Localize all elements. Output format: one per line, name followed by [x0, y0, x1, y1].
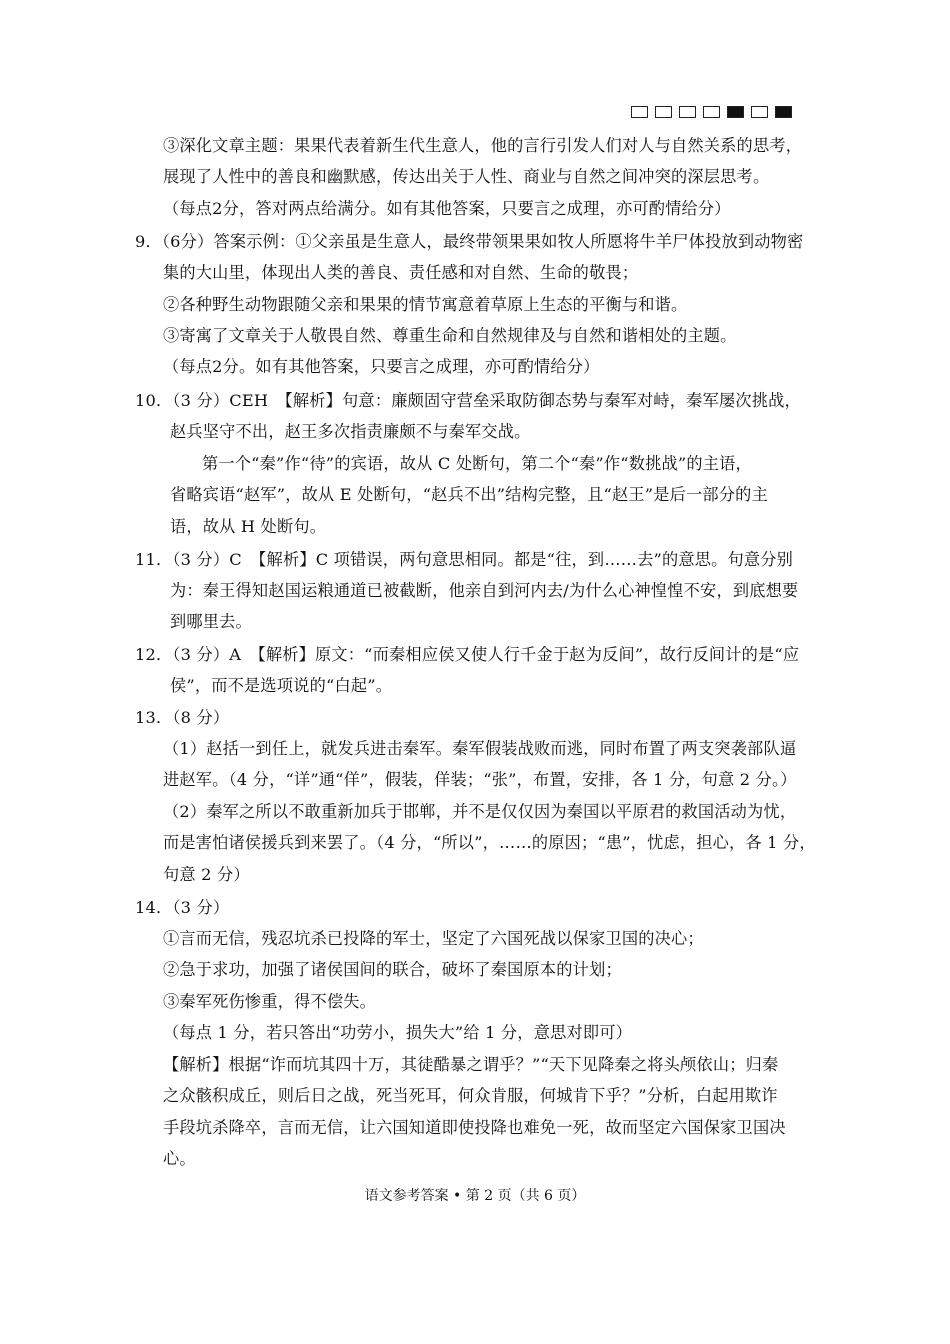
q12-line2: 侯”，而不是选项说的“白起”。: [170, 676, 393, 695]
q9-point3: ③寄寓了文章关于人敬畏自然、尊重生命和自然规律及与自然和谐相处的主题。: [163, 326, 737, 345]
q9-point1-cont: 集的大山里，体现出人类的善良、责任感和对自然、生命的敬畏；: [163, 263, 639, 282]
q8-scoring-note: （每点2分，答对两点给满分。如有其他答案，只要言之成理，亦可酌情给分）: [163, 199, 731, 218]
q13-part2-line1: （2）秦军之所以不敢重新加兵于邯郸，并不是仅仅因为秦国以平原君的救国活动为忧，: [163, 802, 797, 821]
q10-line3: 第一个“秦”作“待”的宾语，故从 C 处断句，第二个“秦”作“数挑战”的主语，: [202, 454, 752, 473]
q14-analysis-line3: 手段坑杀降卒，言而无信，让六国知道即使投降也难免一死，故而坚定六国保家卫国决: [163, 1118, 786, 1137]
header-mark-box: [679, 106, 696, 118]
q10-header: 10．（3 分）CEH 【解析】句意：廉颇固守营垒采取防御态势与秦军对峙，秦军屡次挑战，: [135, 391, 801, 410]
q14-analysis-line4: 心。: [163, 1149, 196, 1168]
q8-point3-line2: 展现了人性中的善良和幽默感，传达出关于人性、商业与自然之间冲突的深层思考。: [163, 167, 770, 186]
q13-header: 13．（8 分）: [135, 708, 230, 727]
q10-line5: 语，故从 H 处断句。: [170, 517, 327, 536]
q13-part2-line3: 句意 2 分）: [163, 865, 250, 884]
header-mark-box: [775, 106, 792, 118]
q14-header: 14．（3 分）: [135, 898, 230, 917]
header-mark-box: [751, 106, 768, 118]
q14-analysis-line2: 之众骸积成丘，则后日之战，死当死耳，何众肯服，何城肯下乎？”分析，白起用欺诈: [163, 1086, 778, 1105]
q10-line2: 赵兵坚守不出，赵王多次指责廉颇不与秦军交战。: [170, 422, 531, 441]
q11-header: 11．（3 分）C 【解析】C 项错误，两句意思相同。都是“往，到……去”的意思。句意分别: [135, 550, 794, 569]
header-marks: [631, 106, 792, 118]
q13-part2-line2: 而是害怕诸侯援兵到来罢了。（4 分，“所以”，……的原因；“患”，忧虑，担心，各 1 分，: [163, 833, 816, 852]
q13-part1-line2: 进赵军。（4 分，“详”通“佯”，假装，佯装；“张”，布置，安排，各 1 分，句意 2 分。）: [163, 770, 797, 789]
header-mark-box: [727, 106, 744, 118]
q13-part1-line1: （1）赵括一到任上，就发兵进击秦军。秦军假装战败而逃，同时布置了两支突袭部队逼: [163, 739, 797, 758]
q8-point3-line1: ③深化文章主题：果果代表着新生代生意人，他的言行引发人们对人与自然关系的思考，: [163, 136, 803, 155]
q9-point2: ②各种野生动物跟随父亲和果果的情节寓意着草原上生态的平衡与和谐。: [163, 295, 688, 314]
q14-scoring-note: （每点 1 分，若只答出“功劳小，损失大”给 1 分，意思对即可）: [163, 1023, 633, 1042]
q9-header: 9．（6分）答案示例：①父亲虽是生意人，最终带领果果如牧人所愿将牛羊尸体投放到动物密: [135, 232, 804, 251]
q12-header: 12．（3 分）A 【解析】原文：“而秦相应侯又使人行千金于赵为反间”，故行反间计的是“应: [135, 645, 800, 664]
q11-line3: 到哪里去。: [170, 612, 252, 631]
header-mark-box: [631, 106, 648, 118]
q14-analysis-line1: 【解析】根据“诈而坑其四十万，其徒酷暴之谓乎？”“天下见降秦之将头颅依山；归秦: [163, 1055, 779, 1074]
page-footer: 语文参考答案 • 第 2 页（共 6 页）: [364, 1188, 586, 1204]
q14-point2: ②急于求功，加强了诸侯国间的联合，破坏了秦国原本的计划；: [163, 960, 622, 979]
q10-line4: 省略宾语“赵军”，故从 E 处断句，“赵兵不出”结构完整，且“赵王”是后一部分的主: [170, 485, 768, 504]
q9-scoring-note: （每点2分。如有其他答案，只要言之成理，亦可酌情给分）: [163, 357, 600, 376]
header-mark-box: [655, 106, 672, 118]
q14-point3: ③秦军死伤惨重，得不偿失。: [163, 992, 377, 1011]
header-mark-box: [703, 106, 720, 118]
q14-point1: ①言而无信，残忍坑杀已投降的军士，坚定了六国死战以保家卫国的决心；: [163, 929, 704, 948]
q11-line2: 为：秦王得知赵国运粮通道已被截断，他亲自到河内去/为什么心神惶惶不安，到底想要: [170, 581, 799, 600]
